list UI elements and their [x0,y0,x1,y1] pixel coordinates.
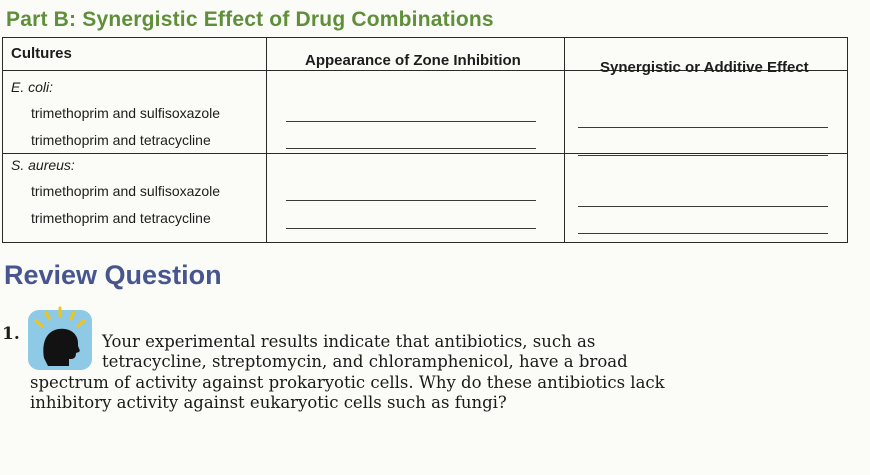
organism-label-e-coli: E. coli: [11,79,54,95]
question-line: tetracycline, streptomycin, and chloramphenicol, have a broad [102,352,628,371]
answer-blank-effect[interactable] [578,206,828,207]
group-divider [3,153,847,154]
question-line: Your experimental results indicate that antibiotics, such as [102,332,596,351]
header-effect: Synergistic or Additive Effect [600,59,809,76]
answer-blank-appearance[interactable] [286,200,536,201]
question-number: 1. [2,324,20,344]
header-appearance: Appearance of Zone Inhibition [305,52,521,69]
answer-blank-appearance[interactable] [286,228,536,229]
answer-blank-effect[interactable] [578,233,828,234]
question-line: spectrum of activity against prokaryotic cells. Why do these antibiotics lack [30,373,665,392]
question-line: inhibitory activity against eukaryotic cells such as fungi? [30,393,507,412]
organism-label-s-aureus: S. aureus: [11,157,75,173]
header-cultures: Cultures [11,45,72,62]
column-divider [564,38,565,242]
drug-combination-table [2,37,848,243]
combination-row-label: trimethoprim and tetracycline [31,132,211,148]
combination-row-label: trimethoprim and sulfisoxazole [31,105,221,121]
answer-blank-effect[interactable] [578,127,828,128]
answer-blank-appearance[interactable] [286,148,536,149]
part-b-title: Part B: Synergistic Effect of Drug Combinations [6,8,494,31]
review-question-title: Review Question [4,260,222,290]
answer-blank-appearance[interactable] [286,121,536,122]
combination-row-label: trimethoprim and tetracycline [31,210,211,226]
combination-row-label: trimethoprim and sulfisoxazole [31,183,221,199]
column-divider [266,38,267,242]
answer-blank-effect[interactable] [578,155,828,156]
thinking-head-icon [24,302,96,379]
